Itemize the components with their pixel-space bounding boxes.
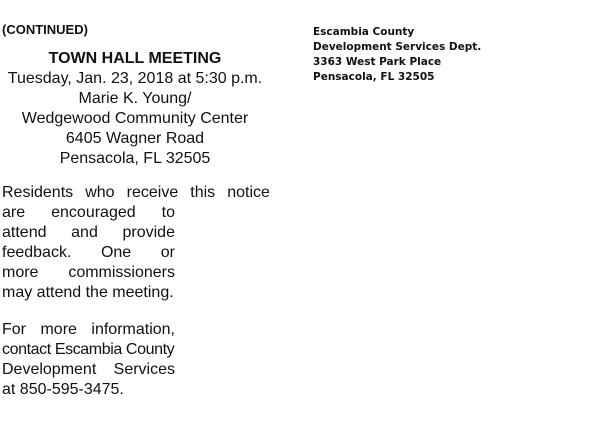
- continued-label: (CONTINUED): [2, 22, 88, 37]
- notice-word: One: [100, 244, 132, 261]
- notice-word: receive: [126, 184, 179, 201]
- contact-line: [2, 340, 175, 360]
- meeting-venue-line-1: Marie K. Young/: [78, 90, 192, 107]
- contact-word: at 850-595-3475.: [2, 381, 124, 398]
- contact-line: [2, 360, 175, 380]
- notice-line: [2, 223, 175, 243]
- return-address: [313, 25, 481, 85]
- meeting-street: 6405 Wagner Road: [65, 130, 205, 147]
- notice-line: [2, 283, 175, 303]
- return-address-line-3: 3363 West Park Place: [313, 56, 442, 68]
- notice-word: and: [71, 224, 98, 241]
- contact-word: Services: [113, 361, 175, 378]
- meeting-block: [0, 49, 270, 169]
- contact-paragraph: [2, 320, 175, 400]
- notice-word: to: [161, 204, 175, 221]
- notice-word: Residents: [2, 184, 74, 201]
- contact-line: [2, 380, 175, 400]
- contact-word: Development: [2, 361, 97, 378]
- contact-word: information,: [91, 321, 175, 338]
- notice-line: [2, 243, 175, 263]
- contact-line: [2, 320, 175, 340]
- meeting-venue-line-2: Wedgewood Community Center: [21, 110, 249, 127]
- notice-word: provide: [122, 224, 175, 241]
- meeting-city: Pensacola, FL 32505: [59, 150, 211, 167]
- notice-line: [2, 263, 175, 283]
- contact-word: more: [40, 321, 77, 338]
- notice-word: this: [190, 184, 216, 201]
- notice-word: encouraged: [51, 204, 136, 221]
- return-address-line-4: Pensacola, FL 32505: [313, 71, 435, 83]
- notice-word: who: [85, 184, 115, 201]
- notice-word: feedback.: [2, 244, 72, 261]
- meeting-datetime: Tuesday, Jan. 23, 2018 at 5:30 p.m.: [7, 70, 263, 87]
- return-address-line-1: Escambia County: [313, 26, 415, 38]
- notice-word: commissioners: [68, 264, 175, 281]
- notice-word: are: [2, 204, 26, 221]
- notice-word: notice: [227, 184, 270, 201]
- notice-word: may attend the meeting.: [2, 284, 174, 301]
- notice-paragraph: [2, 183, 270, 303]
- notice-word: more: [2, 264, 39, 281]
- notice-line: [2, 203, 175, 223]
- return-address-line-2: Development Services Dept.: [313, 41, 482, 53]
- notice-word: or: [160, 244, 175, 261]
- contact-word: For: [2, 321, 26, 338]
- meeting-title: TOWN HALL MEETING: [48, 50, 222, 67]
- notice-word: attend: [2, 224, 47, 241]
- contact-word: contact Escambia County: [2, 341, 175, 358]
- notice-line: [2, 183, 270, 203]
